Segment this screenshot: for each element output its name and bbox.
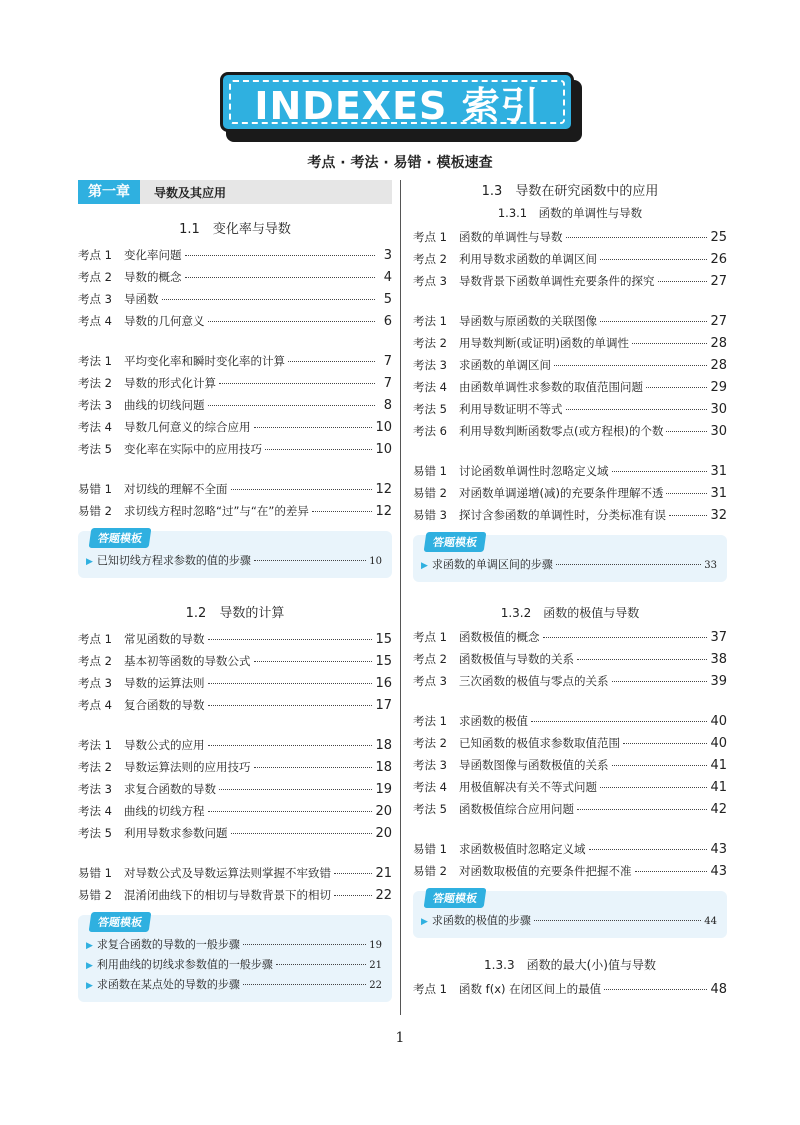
template-box — [78, 915, 392, 1002]
entry-page: 20 — [375, 804, 392, 819]
entry-page: 39 — [710, 674, 727, 689]
template-box — [413, 535, 727, 582]
dot-leader — [658, 281, 708, 282]
entry-label: 考法 5 — [413, 402, 447, 416]
dot-leader — [208, 811, 373, 812]
entry-label: 易错 2 — [413, 486, 447, 500]
entry-label: 考点 3 — [78, 676, 112, 690]
entry-text: 复合函数的导数 — [124, 698, 205, 712]
dot-leader — [288, 361, 375, 362]
template-list — [86, 936, 382, 996]
index-entry[interactable] — [413, 401, 727, 423]
entry-text: 导数的概念 — [124, 270, 182, 284]
entry-page: 29 — [710, 380, 727, 395]
entry-label: 考点 1 — [78, 632, 112, 646]
entry-label: 考法 1 — [413, 714, 447, 728]
entry-label: 考法 3 — [78, 398, 112, 412]
chapter-header — [78, 180, 392, 204]
dot-leader — [600, 787, 707, 788]
dot-leader — [254, 427, 373, 428]
dot-leader — [208, 745, 373, 746]
template-page: 44 — [704, 916, 717, 927]
subsection-title: 1.3.1 函数的单调性与导数 — [497, 206, 643, 220]
entry-label: 考点 2 — [78, 270, 112, 284]
dot-leader — [577, 809, 707, 810]
index-entry[interactable] — [413, 863, 727, 885]
template-list — [86, 552, 382, 572]
entry-group — [413, 981, 727, 1003]
index-entry[interactable] — [413, 713, 727, 735]
template-entry[interactable] — [86, 936, 382, 956]
dot-leader — [632, 343, 707, 344]
entry-text: 基本初等函数的导数公式 — [124, 654, 251, 668]
entry-text: 用极值解决有关不等式问题 — [459, 780, 597, 794]
template-entry[interactable] — [421, 912, 717, 932]
entry-page: 28 — [710, 336, 727, 351]
entry-label: 考点 2 — [78, 654, 112, 668]
index-entry[interactable] — [78, 803, 392, 825]
entry-text: 求函数的极值 — [459, 714, 528, 728]
title-banner — [220, 72, 580, 138]
template-text: 利用曲线的切线求参数值的一般步骤 — [96, 958, 273, 971]
index-entry[interactable] — [78, 353, 392, 375]
dot-leader — [265, 449, 372, 450]
entry-label: 易错 1 — [78, 482, 112, 496]
entry-label: 考法 3 — [413, 358, 447, 372]
entry-text: 利用导数判断函数零点(或方程根)的个数 — [459, 424, 664, 438]
dot-leader — [185, 255, 376, 256]
template-tag: 答题模板 — [424, 888, 487, 908]
template-entry[interactable] — [86, 976, 382, 996]
template-page: 22 — [369, 980, 382, 991]
dot-leader — [556, 564, 701, 565]
dot-leader — [231, 833, 373, 834]
entry-label: 考法 5 — [78, 826, 112, 840]
template-page: 21 — [369, 960, 382, 971]
dot-leader — [612, 681, 708, 682]
entry-text: 导数运算法则的应用技巧 — [124, 760, 251, 774]
entry-page: 32 — [710, 508, 727, 523]
template-entry[interactable] — [86, 956, 382, 976]
template-tag: 答题模板 — [89, 528, 152, 548]
index-entry[interactable] — [78, 631, 392, 653]
entry-label: 考法 3 — [413, 758, 447, 772]
entry-label: 考法 2 — [413, 336, 447, 350]
entry-text: 利用导数求参数问题 — [124, 826, 228, 840]
entry-label: 考点 1 — [413, 982, 447, 996]
entry-page: 21 — [375, 866, 392, 881]
entry-label: 考点 2 — [413, 252, 447, 266]
entry-label: 考点 2 — [413, 652, 447, 666]
entry-label: 易错 1 — [413, 464, 447, 478]
entry-page: 31 — [710, 464, 727, 479]
entry-label: 考点 3 — [413, 674, 447, 688]
entry-label: 考法 6 — [413, 424, 447, 438]
entry-page: 18 — [375, 738, 392, 753]
entry-page: 25 — [710, 230, 727, 245]
entry-page: 37 — [710, 630, 727, 645]
index-entry[interactable] — [78, 653, 392, 675]
entry-text: 常见函数的导数 — [124, 632, 205, 646]
index-entry[interactable] — [413, 463, 727, 485]
template-text: 已知切线方程求参数的值的步骤 — [96, 554, 251, 567]
entry-text: 曲线的切线方程 — [124, 804, 205, 818]
index-entry[interactable] — [413, 251, 727, 273]
triangle-bullet-icon: ▶ — [86, 961, 93, 971]
entry-page: 19 — [375, 782, 392, 797]
index-entry[interactable] — [78, 291, 392, 313]
entry-text: 混淆闭曲线下的相切与导数背景下的相切 — [124, 888, 331, 902]
entry-text: 对切线的理解不全面 — [124, 482, 228, 496]
dot-leader — [531, 721, 707, 722]
entry-label: 考法 2 — [413, 736, 447, 750]
entry-text: 求复合函数的导数 — [124, 782, 216, 796]
entry-text: 利用导数证明不等式 — [459, 402, 563, 416]
entry-label: 考点 1 — [78, 248, 112, 262]
entry-label: 易错 1 — [78, 866, 112, 880]
template-text: 求函数的单调区间的步骤 — [431, 558, 553, 571]
entry-text: 曲线的切线问题 — [124, 398, 205, 412]
index-entry[interactable] — [78, 481, 392, 503]
entry-text: 三次函数的极值与零点的关系 — [459, 674, 609, 688]
entry-text: 函数极值与导数的关系 — [459, 652, 574, 666]
entry-label: 易错 1 — [413, 842, 447, 856]
entry-text: 探讨含参函数的单调性时，分类标准有误 — [459, 508, 666, 522]
chapter-tag: 第一章 — [78, 180, 140, 204]
entry-text: 讨论函数单调性时忽略定义域 — [459, 464, 609, 478]
entry-text: 由函数单调性求参数的取值范围问题 — [459, 380, 643, 394]
entry-label: 易错 2 — [413, 864, 447, 878]
entry-page: 5 — [383, 292, 392, 307]
dot-leader — [604, 989, 707, 990]
dot-leader — [208, 705, 373, 706]
index-entry[interactable] — [78, 247, 392, 269]
page-subtitle: 考点 · 考法 · 易错 · 模板速查 — [307, 155, 493, 171]
template-entry[interactable] — [86, 552, 382, 572]
index-entry[interactable] — [413, 507, 727, 529]
entry-page: 15 — [375, 632, 392, 647]
dot-leader — [554, 365, 707, 366]
entry-page: 41 — [710, 780, 727, 795]
template-tag: 答题模板 — [89, 912, 152, 932]
index-entry[interactable] — [413, 335, 727, 357]
section-title: 1.1 变化率与导数 — [179, 222, 291, 237]
dot-leader — [254, 661, 373, 662]
entry-group — [413, 463, 727, 529]
dot-leader — [646, 387, 707, 388]
index-entry[interactable] — [413, 651, 727, 673]
dot-leader — [312, 511, 373, 512]
entry-label: 易错 2 — [78, 504, 112, 518]
entry-text: 平均变化率和瞬时变化率的计算 — [124, 354, 285, 368]
entry-label: 考点 4 — [78, 698, 112, 712]
entry-page: 26 — [710, 252, 727, 267]
entry-label: 考法 5 — [413, 802, 447, 816]
entry-group — [413, 841, 727, 885]
entry-page: 43 — [710, 842, 727, 857]
entry-text: 函数极值的概念 — [459, 630, 540, 644]
index-entry[interactable] — [78, 419, 392, 441]
entry-group — [78, 353, 392, 463]
entry-page: 20 — [375, 826, 392, 841]
entry-page: 10 — [375, 442, 392, 457]
entry-page: 40 — [710, 736, 727, 751]
template-page: 19 — [369, 940, 382, 951]
index-entry[interactable] — [78, 737, 392, 759]
column-divider — [400, 180, 401, 1015]
entry-page: 27 — [710, 274, 727, 289]
index-entry[interactable] — [413, 673, 727, 695]
entry-page: 30 — [710, 402, 727, 417]
entry-page: 48 — [710, 982, 727, 997]
template-page: 33 — [704, 560, 717, 571]
index-entry[interactable] — [413, 629, 727, 651]
entry-group — [413, 713, 727, 823]
index-entry[interactable] — [413, 313, 727, 335]
dot-leader — [243, 944, 366, 945]
entry-group — [413, 313, 727, 445]
entry-page: 12 — [375, 482, 392, 497]
left-column — [78, 180, 392, 1014]
entry-group — [78, 481, 392, 525]
entry-page: 27 — [710, 314, 727, 329]
index-entry[interactable] — [78, 441, 392, 463]
index-entry[interactable] — [78, 887, 392, 909]
entry-label: 考法 1 — [78, 738, 112, 752]
dot-leader — [208, 639, 373, 640]
dot-leader — [219, 789, 372, 790]
subsection-title: 1.3.2 函数的极值与导数 — [500, 606, 640, 620]
entry-page: 15 — [375, 654, 392, 669]
entry-page: 16 — [375, 676, 392, 691]
entry-text: 对导数公式及导数运算法则掌握不牢致错 — [124, 866, 331, 880]
index-entry[interactable] — [413, 779, 727, 801]
entry-text: 导函数 — [124, 292, 159, 306]
entry-page: 10 — [375, 420, 392, 435]
index-entry[interactable] — [413, 229, 727, 251]
template-tag: 答题模板 — [424, 532, 487, 552]
template-box — [413, 891, 727, 938]
index-entry[interactable] — [78, 781, 392, 803]
dot-leader — [231, 489, 373, 490]
entry-label: 考法 4 — [413, 380, 447, 394]
triangle-bullet-icon: ▶ — [86, 557, 93, 567]
entry-page: 31 — [710, 486, 727, 501]
entry-text: 求函数的单调区间 — [459, 358, 551, 372]
entry-label: 考法 3 — [78, 782, 112, 796]
entry-label: 易错 3 — [413, 508, 447, 522]
entry-page: 22 — [375, 888, 392, 903]
entry-page: 4 — [383, 270, 392, 285]
index-entry[interactable] — [413, 273, 727, 295]
page-title: INDEXES 索引 — [254, 83, 540, 128]
entry-page: 3 — [383, 248, 392, 263]
entry-group — [78, 865, 392, 909]
entry-text: 函数的单调性与导数 — [459, 230, 563, 244]
index-entry[interactable] — [413, 357, 727, 379]
dot-leader — [208, 321, 376, 322]
entry-text: 导数的几何意义 — [124, 314, 205, 328]
index-entry[interactable] — [78, 397, 392, 419]
dot-leader — [185, 277, 376, 278]
dot-leader — [162, 299, 376, 300]
entry-group — [78, 631, 392, 719]
entry-text: 求函数极值时忽略定义域 — [459, 842, 586, 856]
dot-leader — [589, 849, 708, 850]
entry-label: 考法 4 — [413, 780, 447, 794]
page-number: 1 — [395, 1030, 405, 1046]
dot-leader — [566, 237, 708, 238]
entry-label: 考法 1 — [413, 314, 447, 328]
template-text: 求函数的极值的步骤 — [431, 914, 531, 927]
entry-page: 8 — [383, 398, 392, 413]
section-title: 1.2 导数的计算 — [185, 606, 285, 621]
dot-leader — [254, 767, 373, 768]
entry-page: 40 — [710, 714, 727, 729]
entry-label: 考点 4 — [78, 314, 112, 328]
entry-text: 导数的运算法则 — [124, 676, 205, 690]
dot-leader — [577, 659, 707, 660]
entry-group — [78, 737, 392, 847]
entry-text: 变化率问题 — [124, 248, 182, 262]
index-entry[interactable] — [78, 313, 392, 335]
entry-label: 考法 4 — [78, 420, 112, 434]
entry-text: 导数的形式化计算 — [124, 376, 216, 390]
index-entry[interactable] — [413, 981, 727, 1003]
right-column — [413, 180, 727, 1003]
entry-label: 考法 1 — [78, 354, 112, 368]
entry-text: 导数几何意义的综合应用 — [124, 420, 251, 434]
dot-leader — [600, 259, 707, 260]
entry-text: 函数 f(x) 在闭区间上的最值 — [459, 982, 602, 996]
dot-leader — [612, 765, 708, 766]
index-entry[interactable] — [78, 759, 392, 781]
dot-leader — [334, 895, 372, 896]
entry-label: 考法 2 — [78, 376, 112, 390]
dot-leader — [666, 493, 707, 494]
entry-label: 考法 4 — [78, 804, 112, 818]
entry-label: 考点 1 — [413, 230, 447, 244]
entry-text: 用导数判断(或证明)函数的单调性 — [459, 336, 629, 350]
index-entry[interactable] — [78, 697, 392, 719]
index-entry[interactable] — [78, 503, 392, 525]
entry-group — [78, 247, 392, 335]
index-entry[interactable] — [413, 735, 727, 757]
entry-label: 考点 3 — [78, 292, 112, 306]
index-entry[interactable] — [413, 423, 727, 445]
index-entry[interactable] — [78, 675, 392, 697]
entry-text: 利用导数求函数的单调区间 — [459, 252, 597, 266]
entry-page: 38 — [710, 652, 727, 667]
template-text: 求函数在某点处的导数的步骤 — [96, 978, 240, 991]
triangle-bullet-icon: ▶ — [86, 941, 93, 951]
dot-leader — [243, 984, 366, 985]
triangle-bullet-icon: ▶ — [421, 917, 428, 927]
entry-page: 7 — [383, 376, 392, 391]
entry-text: 对函数单调递增(减)的充要条件理解不透 — [459, 486, 664, 500]
entry-label: 考点 1 — [413, 630, 447, 644]
index-entry[interactable] — [78, 825, 392, 847]
index-entry[interactable] — [78, 865, 392, 887]
entry-page: 30 — [710, 424, 727, 439]
entry-text: 对函数取极值的充要条件把握不准 — [459, 864, 632, 878]
dot-leader — [566, 409, 708, 410]
dot-leader — [276, 964, 366, 965]
dot-leader — [623, 743, 707, 744]
dot-leader — [334, 873, 372, 874]
dot-leader — [612, 471, 708, 472]
dot-leader — [666, 431, 707, 432]
section-title: 1.3 导数在研究函数中的应用 — [481, 184, 659, 199]
entry-page: 41 — [710, 758, 727, 773]
dot-leader — [254, 560, 366, 561]
template-text: 求复合函数的导数的一般步骤 — [96, 938, 240, 951]
entry-text: 导数公式的应用 — [124, 738, 205, 752]
template-page: 10 — [369, 556, 382, 567]
entry-text: 函数极值综合应用问题 — [459, 802, 574, 816]
entry-text: 求切线方程时忽略“过”与“在”的差异 — [124, 504, 309, 518]
entry-label: 考法 2 — [78, 760, 112, 774]
index-entry[interactable] — [413, 757, 727, 779]
dot-leader — [219, 383, 375, 384]
entry-page: 42 — [710, 802, 727, 817]
index-entry[interactable] — [413, 801, 727, 823]
entry-text: 变化率在实际中的应用技巧 — [124, 442, 262, 456]
dot-leader — [600, 321, 707, 322]
banner-face — [220, 72, 574, 132]
index-entry[interactable] — [413, 485, 727, 507]
triangle-bullet-icon: ▶ — [421, 561, 428, 571]
index-entry[interactable] — [78, 269, 392, 291]
entry-page: 6 — [383, 314, 392, 329]
entry-group — [413, 629, 727, 695]
subsection-title: 1.3.3 函数的最大(小)值与导数 — [484, 958, 656, 972]
entry-page: 18 — [375, 760, 392, 775]
entry-text: 导数背景下函数单调性充要条件的探究 — [459, 274, 655, 288]
index-entry[interactable] — [78, 375, 392, 397]
template-box — [78, 531, 392, 578]
entry-page: 7 — [383, 354, 392, 369]
template-list — [421, 912, 717, 932]
entry-group — [413, 229, 727, 295]
entry-label: 考法 5 — [78, 442, 112, 456]
dot-leader — [543, 637, 708, 638]
entry-page: 43 — [710, 864, 727, 879]
entry-text: 导函数图像与函数极值的关系 — [459, 758, 609, 772]
template-entry[interactable] — [421, 556, 717, 576]
dot-leader — [208, 405, 376, 406]
chapter-name: 导数及其应用 — [154, 185, 227, 200]
index-entry[interactable] — [413, 841, 727, 863]
entry-page: 17 — [375, 698, 392, 713]
entry-page: 12 — [375, 504, 392, 519]
entry-label: 考点 3 — [413, 274, 447, 288]
dot-leader — [534, 920, 701, 921]
entry-page: 28 — [710, 358, 727, 373]
dot-leader — [635, 871, 708, 872]
dot-leader — [669, 515, 707, 516]
triangle-bullet-icon: ▶ — [86, 981, 93, 991]
entry-text: 导函数与原函数的关联图像 — [459, 314, 597, 328]
template-list — [421, 556, 717, 576]
dot-leader — [208, 683, 373, 684]
entry-text: 已知函数的极值求参数取值范围 — [459, 736, 620, 750]
entry-label: 易错 2 — [78, 888, 112, 902]
index-entry[interactable] — [413, 379, 727, 401]
